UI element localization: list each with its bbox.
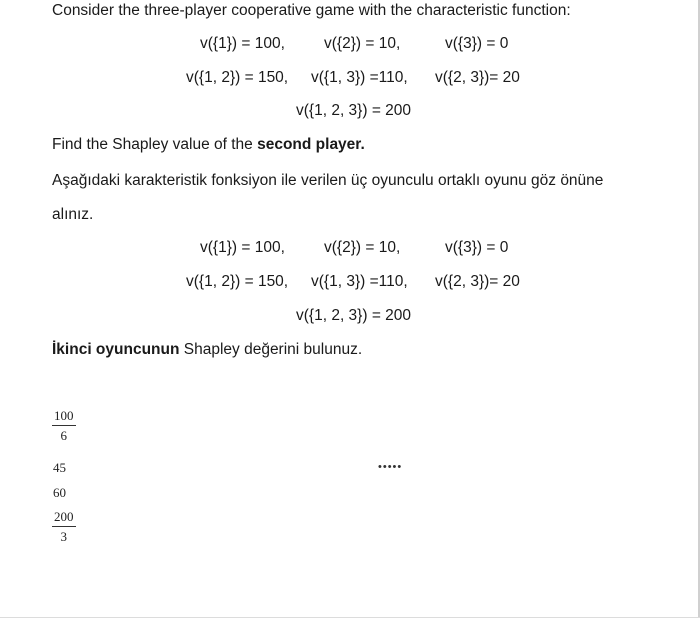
formula-tr-v23: v({2, 3})= 20 <box>435 273 520 290</box>
option-3[interactable]: 60 <box>53 485 66 500</box>
formula-v13: v({1, 3}) =110, <box>311 69 408 86</box>
intro-tr-line1: Aşağıdaki karakteristik fonksiyon ile verilen üç oyunculu ortaklı oyunu göz önüne <box>52 172 604 189</box>
formula-tr-v1: v({1}) = 100, <box>200 239 285 256</box>
question-en-prefix: Find the Shapley value of the <box>52 136 258 153</box>
formula-tr-v12: v({1, 2}) = 150, <box>186 273 289 290</box>
formula-tr-v123: v({1, 2, 3}) = 200 <box>296 307 412 324</box>
option-4[interactable] <box>52 510 76 544</box>
formula-v3: v({3}) = 0 <box>445 35 509 52</box>
formula-v23: v({2, 3})= 20 <box>435 69 520 86</box>
question-tr-suffix: Shapley değerini bulunuz. <box>179 341 363 358</box>
intro-tr-line2: alınız. <box>52 206 94 223</box>
formula-tr-v13: v({1, 3}) =110, <box>311 273 408 290</box>
option-4-denominator: 3 <box>60 529 67 544</box>
option-4-numerator: 200 <box>52 510 76 527</box>
question-tr-bold: İkinci oyuncunun <box>52 341 180 358</box>
ellipsis-marker: ••••• <box>378 461 403 473</box>
option-1-numerator: 100 <box>52 409 76 426</box>
formula-v1: v({1}) = 100, <box>200 35 285 52</box>
option-1-denominator: 6 <box>60 428 67 443</box>
formula-tr-v2: v({2}) = 10, <box>324 239 401 256</box>
intro-en: Consider the three-player cooperative game with the characteristic function: <box>52 2 571 19</box>
option-2[interactable]: 45 <box>53 460 66 475</box>
option-1[interactable] <box>52 409 76 443</box>
formula-v12: v({1, 2}) = 150, <box>186 69 289 86</box>
question-tr <box>52 341 362 359</box>
formula-tr-v3: v({3}) = 0 <box>445 239 509 256</box>
question-en-bold: second player. <box>257 136 365 153</box>
formula-v123: v({1, 2, 3}) = 200 <box>296 102 412 119</box>
question-en <box>52 136 365 154</box>
formula-v2: v({2}) = 10, <box>324 35 401 52</box>
